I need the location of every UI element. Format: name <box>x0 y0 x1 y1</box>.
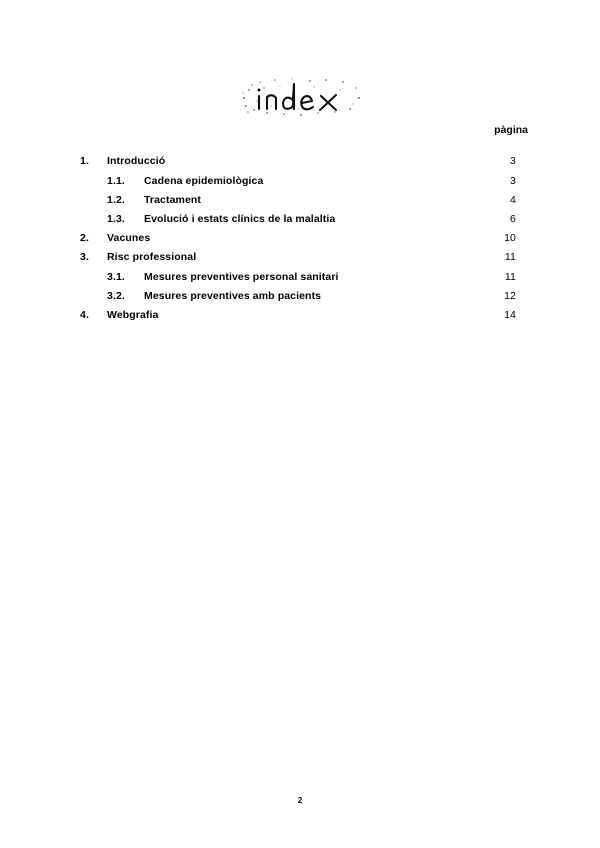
toc-entry-label: Evolució i estats clínics de la malaltia <box>144 213 336 225</box>
toc-entry-number: 2. <box>80 232 89 244</box>
toc-entry-number: 3.1. <box>107 271 125 283</box>
toc-entry-number: 4. <box>80 309 89 321</box>
toc-entry-label: Mesures preventives amb pacients <box>144 290 322 302</box>
toc-entry-label: Introducció <box>107 155 166 167</box>
toc-entry-number: 1.2. <box>107 194 125 206</box>
page-column-header: pàgina <box>494 124 528 136</box>
toc-entry-page: 4 <box>510 194 516 206</box>
toc-entry-label: Risc professional <box>107 251 197 263</box>
toc-entry-mesures-pacients[interactable] <box>0 287 600 305</box>
toc-entry-introduccio[interactable] <box>0 152 600 170</box>
toc-entry-cadena-epidemiologica[interactable] <box>0 172 600 190</box>
toc-entry-number: 1.3. <box>107 213 125 225</box>
toc-entry-page: 14 <box>504 309 516 321</box>
toc-entry-page: 3 <box>510 155 516 167</box>
toc-entry-label: Vacunes <box>107 232 151 244</box>
toc-entry-evolucio[interactable] <box>0 210 600 228</box>
toc-entry-page: 11 <box>504 251 516 263</box>
toc-entry-label: Cadena epidemiològica <box>144 175 264 187</box>
toc-entry-vacunes[interactable] <box>0 229 600 247</box>
toc-entry-label: Tractament <box>144 194 202 206</box>
page-number: 2 <box>297 796 303 805</box>
toc-entry-page: 10 <box>504 232 516 244</box>
toc-entry-page: 12 <box>504 290 516 302</box>
toc-entry-webgrafia[interactable] <box>0 306 600 324</box>
toc-entry-label: Webgrafia <box>107 309 159 321</box>
toc-entry-risc-professional[interactable] <box>0 248 600 266</box>
index-title-logo <box>240 76 362 118</box>
toc-entry-number: 3. <box>80 251 89 263</box>
toc-entry-mesures-personal-sanitari[interactable] <box>0 268 600 286</box>
toc-entry-page: 6 <box>510 213 516 225</box>
toc-entry-page: 3 <box>510 175 516 187</box>
toc-entry-page: 11 <box>504 271 516 283</box>
toc-entry-label: Mesures preventives personal sanitari <box>144 271 339 283</box>
toc-entry-number: 3.2. <box>107 290 125 302</box>
toc-entry-tractament[interactable] <box>0 191 600 209</box>
toc-entry-number: 1.1. <box>107 175 125 187</box>
toc-entry-number: 1. <box>80 155 89 167</box>
